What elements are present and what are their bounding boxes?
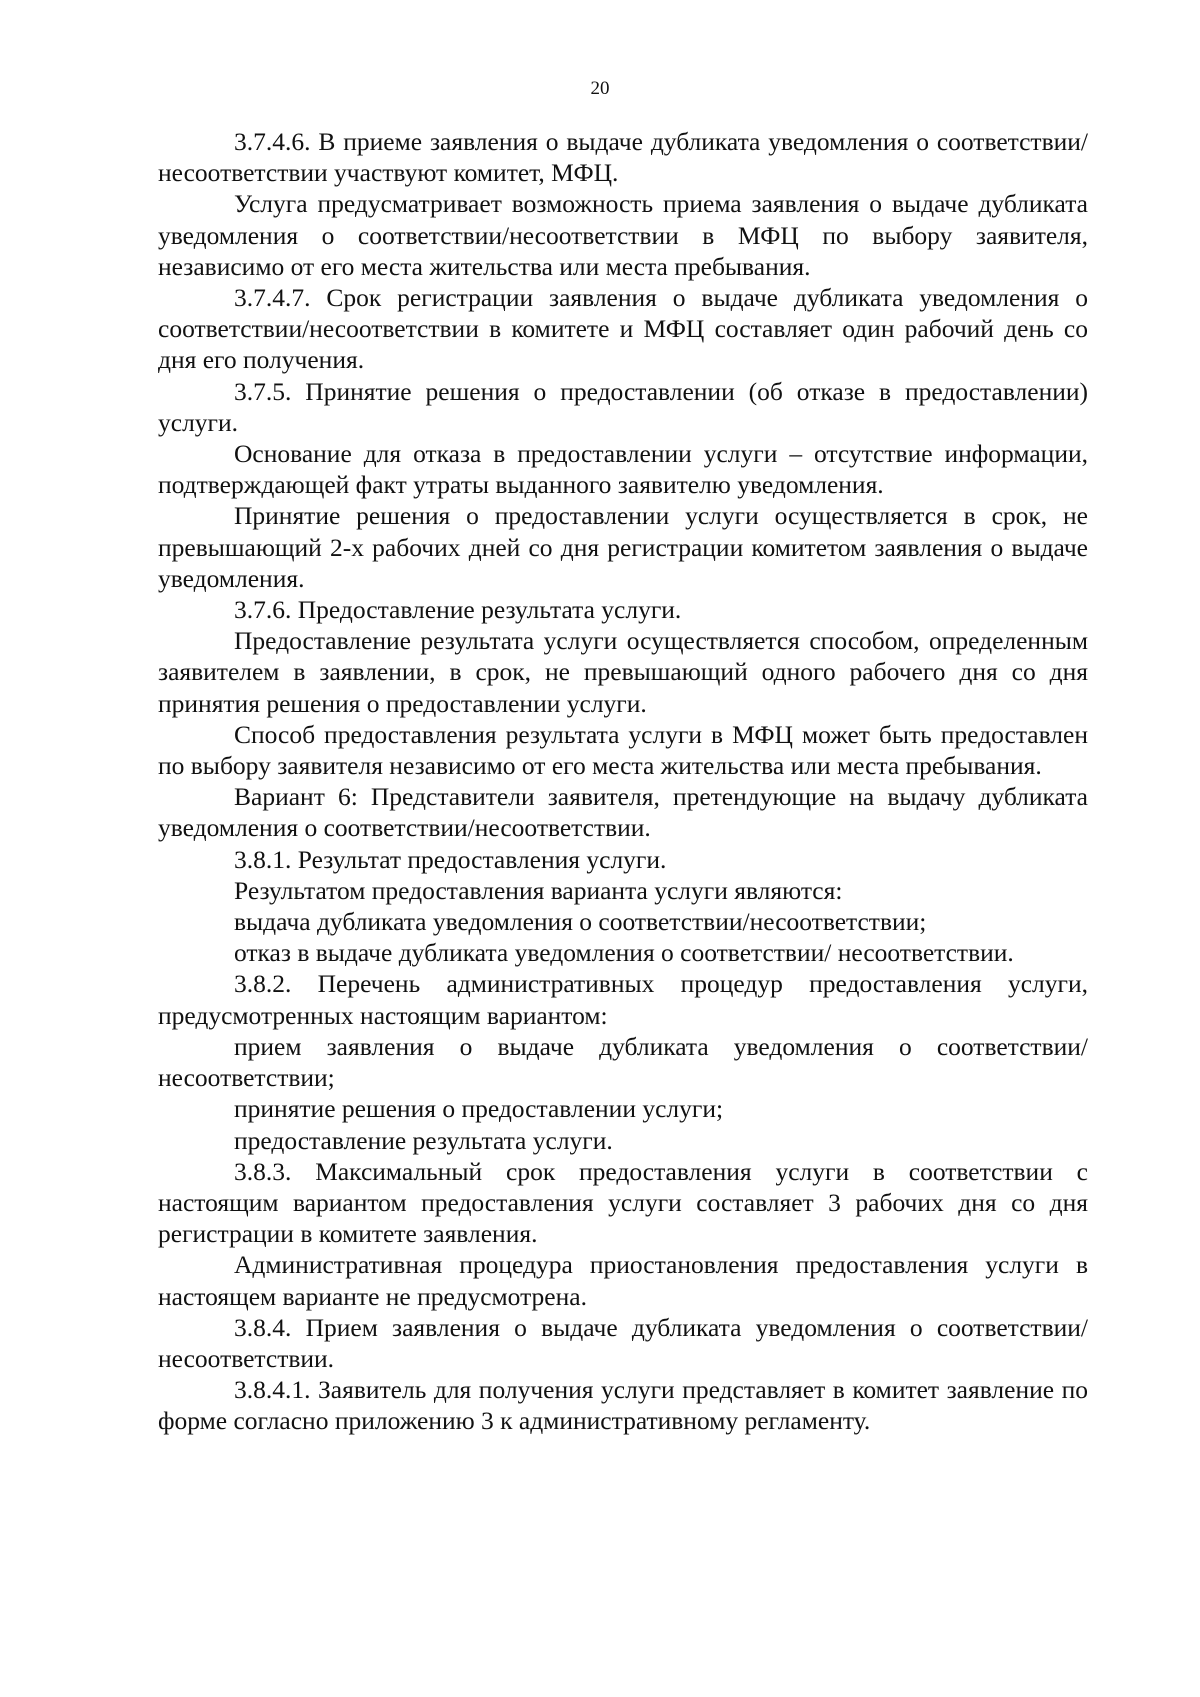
paragraph: Вариант 6: Представители заявителя, претендующие на выдачу дубликата уведомления о соответствии/несоответствии. bbox=[158, 782, 1088, 843]
paragraph: 3.8.3. Максимальный срок предоставления услуги в соответствии с настоящим вариантом предоставления услуги составляет 3 рабочих дня со дня регистрации в комитете заявления. bbox=[158, 1156, 1088, 1249]
paragraph: выдача дубликата уведомления о соответствии/несоответствии; bbox=[234, 907, 927, 937]
paragraph: Принятие решения о предоставлении услуги осуществляется в срок, не превышающий 2-х рабочих дней со дня регистрации комитетом заявления о выдаче уведомления. bbox=[158, 501, 1088, 593]
page-number: 20 bbox=[590, 78, 610, 99]
document-body bbox=[158, 126, 1088, 1437]
paragraph: Административная процедура приостановления предоставления услуги в настоящем варианте не предусмотрена. bbox=[158, 1250, 1088, 1311]
paragraph: Способ предоставления результата услуги в МФЦ может быть предоставлен по выбору заявителя независимо от его места жительства или места пребывания. bbox=[158, 719, 1088, 781]
paragraph: принятие решения о предоставлении услуги; bbox=[234, 1094, 724, 1124]
paragraph: 3.7.4.7. Срок регистрации заявления о выдаче дубликата уведомления о соответствии/несоответствии в комитете и МФЦ составляет один рабочий день со дня его получения. bbox=[158, 283, 1088, 375]
paragraph: предоставление результата услуги. bbox=[234, 1125, 613, 1155]
paragraph: Основание для отказа в предоставлении услуги – отсутствие информации, подтверждающей факт утраты выданного заявителю уведомления. bbox=[158, 439, 1088, 500]
paragraph: 3.7.4.6. В приеме заявления о выдаче дубликата уведомления о соответствии/несоответствии участвуют комитет, МФЦ. bbox=[158, 127, 1088, 188]
paragraph: 3.8.2. Перечень административных процедур предоставления услуги, предусмотренных настоящим вариантом: bbox=[158, 969, 1088, 1030]
paragraph: 3.8.4. Прием заявления о выдаче дубликата уведомления о соответствии/несоответствии. bbox=[158, 1312, 1088, 1373]
paragraph: 3.7.5. Принятие решения о предоставлении (об отказе в предоставлении) услуги. bbox=[158, 376, 1088, 437]
paragraph: Предоставление результата услуги осуществляется способом, определенным заявителем в заявлении, в срок, не превышающий одного рабочего дня со дня принятия решения о предоставлении услуги. bbox=[158, 626, 1088, 718]
paragraph: 3.8.1. Результат предоставления услуги. bbox=[234, 844, 667, 874]
paragraph: Услуга предусматривает возможность приема заявления о выдаче дубликата уведомления о соответствии/несоответствии в МФЦ по выбору заявителя, независимо от его места жительства или места пребывания. bbox=[158, 189, 1088, 281]
paragraph: 3.8.4.1. Заявитель для получения услуги представляет в комитет заявление по форме согласно приложению 3 к административному регламенту. bbox=[158, 1375, 1088, 1436]
paragraph: 3.7.6. Предоставление результата услуги. bbox=[234, 595, 682, 625]
paragraph: Результатом предоставления варианта услуги являются: bbox=[234, 875, 843, 905]
paragraph: прием заявления о выдаче дубликата уведомления о соответствии/несоответствии; bbox=[158, 1031, 1088, 1093]
paragraph: отказ в выдаче дубликата уведомления о соответствии/ несоответствии. bbox=[234, 938, 1014, 968]
